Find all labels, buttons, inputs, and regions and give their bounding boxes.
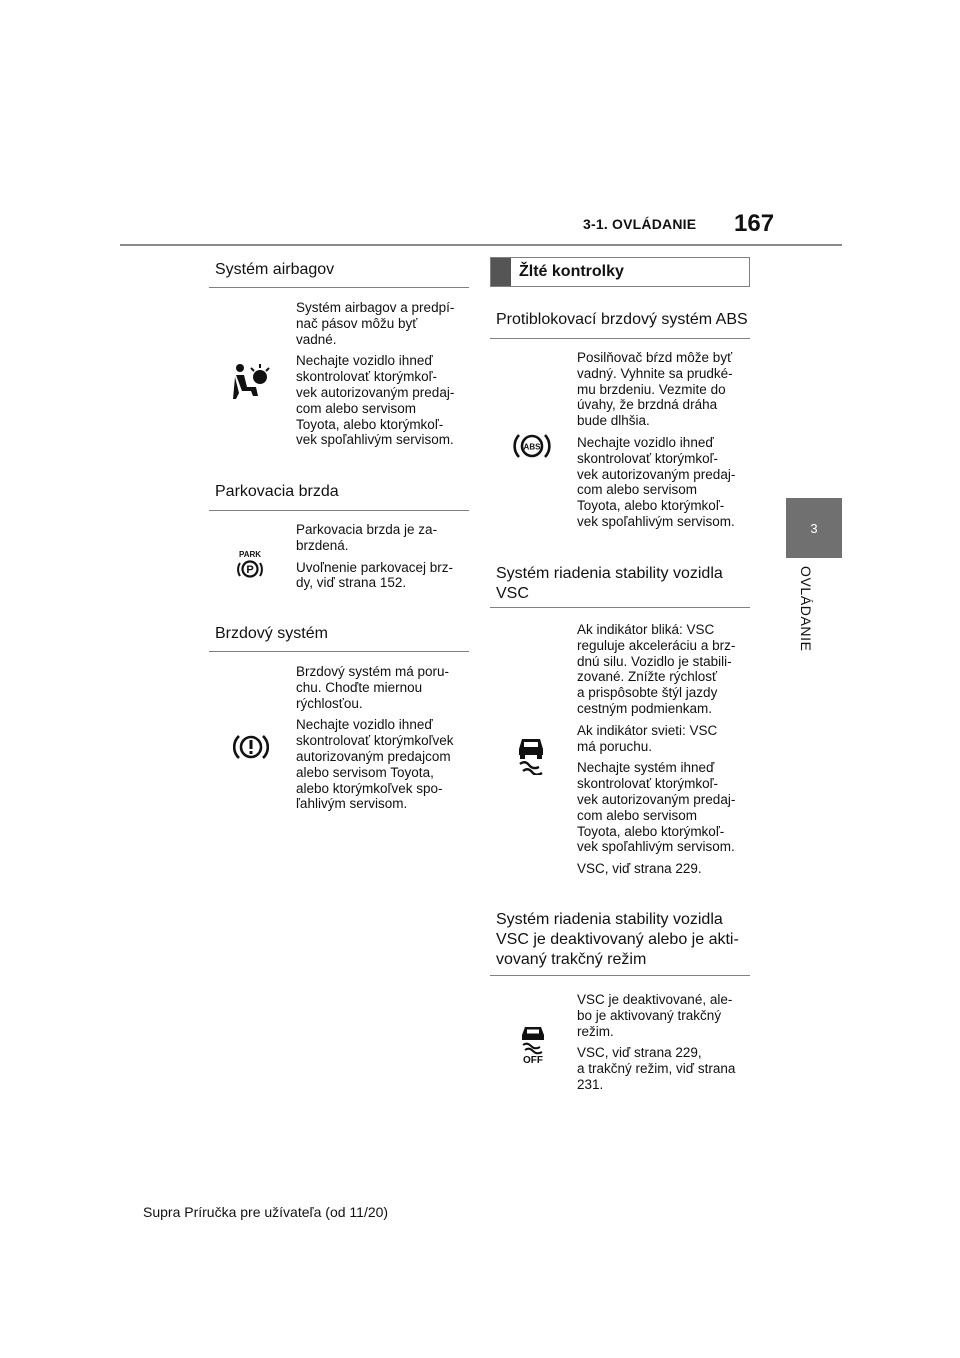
abs-icon-label: ABS bbox=[523, 442, 541, 452]
brake-system-text-2: Nechajte vozidlo ihneď skontrolovať ktorýmkoľvek autorizovaným predajcom alebo servisom Toyota, alebo ktorýmkoľvek spo- ľahlivým servisom. bbox=[296, 717, 454, 812]
abs-heading: Protiblokovací brzdový systém ABS bbox=[490, 310, 750, 339]
brake-system-description bbox=[296, 664, 471, 818]
airbag-heading: Systém airbagov bbox=[209, 260, 469, 288]
vsc-heading: Systém riadenia stability vozidla VSC bbox=[490, 562, 750, 608]
airbag-text-2: Nechajte vozidlo ihneď skontrolovať ktorýmkoľ- vek autorizovaným predaj- com alebo servisom Toyota, alebo ktorýmkoľ- vek spoľahlivým servisom. bbox=[296, 353, 455, 448]
abs-text-1: Posilňovač bŕzd môže byť vadný. Vyhnite sa prudké- mu brzdeniu. Vezmite do úvahy, že brzdná dráha bude dlhšia. bbox=[577, 350, 733, 429]
footer-text: Supra Príručka pre užívateľa (od 11/20) bbox=[143, 1204, 389, 1220]
section-title: 3-1. OVLÁDANIE bbox=[583, 216, 697, 232]
header-divider bbox=[120, 244, 842, 246]
brake-system-text-1: Brzdový systém má poru- chu. Choďte miernou rýchlosťou. bbox=[296, 664, 450, 711]
abs-text-2: Nechajte vozidlo ihneď skontrolovať ktorýmkoľ- vek autorizovaným predaj- com alebo servisom Toyota, alebo ktorýmkoľ- vek spoľahlivým servisom. bbox=[577, 434, 736, 529]
abs-warning-icon bbox=[513, 430, 551, 467]
vsc-text-4: VSC, viď strana 229. bbox=[577, 861, 702, 877]
abs-description bbox=[577, 350, 752, 536]
airbag-text-1: Systém airbagov a predpí- nač pásov môžu byť vadné. bbox=[296, 300, 455, 347]
vsc-text-2: Ak indikátor svieti: VSC má poruchu. bbox=[577, 722, 718, 754]
vsc-text-1: Ak indikátor bliká: VSC reguluje akceleráciu a brz- dnú silu. Vozidlo je stabili- zované. Znížte rýchlosť a prispôsobte štýl jazdy cestným podmienkam. bbox=[577, 622, 736, 716]
yellow-lights-heading-text: Žlté kontrolky bbox=[519, 263, 624, 280]
park-brake-icon-letter: P bbox=[246, 564, 254, 576]
vsc-off-text-2: VSC, viď strana 229, a trakčný režim, viď strana 231. bbox=[577, 1045, 736, 1092]
park-brake-icon-label: PARK bbox=[238, 550, 262, 559]
vsc-off-heading: Systém riadenia stability vozidla VSC je deaktivovaný alebo je akti- vovaný trakčný režim bbox=[490, 910, 750, 976]
airbag-warning-icon bbox=[232, 363, 272, 406]
park-brake-icon bbox=[236, 549, 264, 584]
airbag-description bbox=[296, 300, 471, 454]
vsc-off-text-1: VSC je deaktivované, ale- bo je aktivovaný trakčný režim. bbox=[577, 992, 733, 1039]
vsc-off-description bbox=[577, 992, 752, 1099]
vsc-text-3: Nechajte systém ihneď skontrolovať ktorýmkoľ- vek autorizovaným predaj- com alebo servisom Toyota, alebo ktorýmkoľ- vek spoľahlivým servisom. bbox=[577, 760, 736, 855]
vsc-off-icon-label: OFF bbox=[523, 1055, 543, 1065]
vsc-off-icon bbox=[518, 1025, 548, 1070]
parking-brake-text-2: Uvoľnenie parkovacej brz- dy, viď strana 152. bbox=[296, 559, 454, 591]
parking-brake-heading: Parkovacia brzda bbox=[209, 482, 469, 511]
vsc-description bbox=[577, 622, 752, 883]
parking-brake-text-1: Parkovacia brzda je za- brzdená. bbox=[296, 522, 438, 553]
vsc-skid-icon bbox=[514, 735, 548, 780]
brake-warning-icon bbox=[233, 731, 269, 768]
chapter-tab: 3 bbox=[786, 498, 842, 558]
parking-brake-description bbox=[296, 522, 471, 597]
chapter-tab-label: OVLÁDANIE bbox=[798, 566, 814, 652]
brake-system-heading: Brzdový systém bbox=[209, 624, 469, 652]
heading-marker bbox=[491, 258, 511, 286]
page-number: 167 bbox=[734, 210, 775, 237]
yellow-lights-heading bbox=[490, 257, 750, 287]
